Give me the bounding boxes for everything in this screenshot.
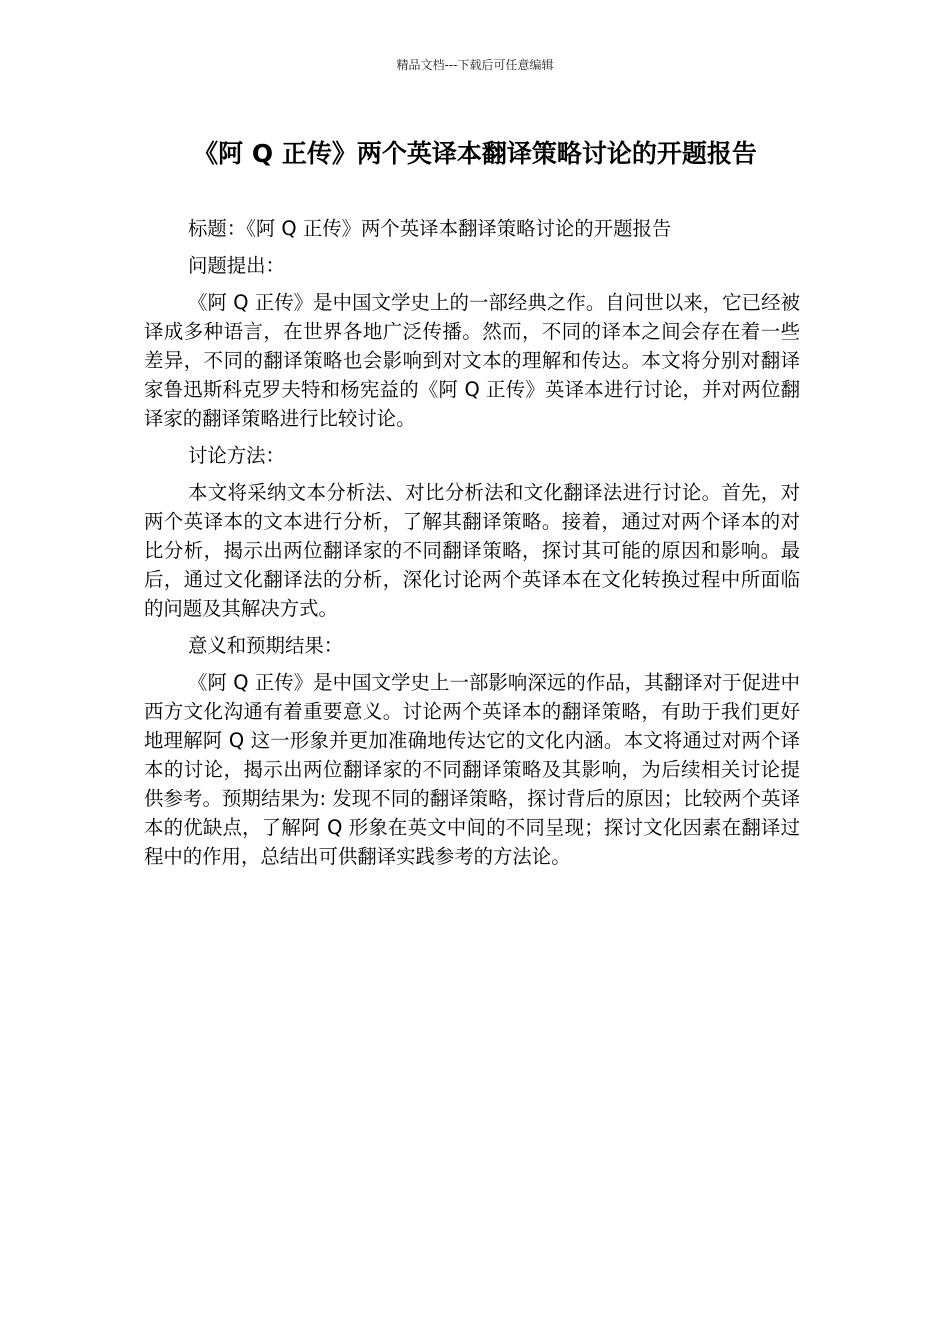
method-paragraph: 本文将采纳文本分析法、对比分析法和文化翻译法进行讨论。首先，对两个英译本的文本进行分析，了解其翻译策略。接着，通过对两个译本的对比分析，揭示出两位翻译家的不同翻译策略，探讨其可能的原因和影响。最后，通过文化翻译法的分析，深化讨论两个英译本在文化转换过程中所面临的问题及其解决方式。: [144, 481, 800, 620]
problem-paragraph: 《阿 Q 正传》是中国文学史上的一部经典之作。自问世以来，它已经被译成多种语言，在世界各地广泛传播。然而，不同的译本之间会存在着一些差异，不同的翻译策略也会影响到对文本的理解和传达。本文将分别对翻译家鲁迅斯科克罗夫特和杨宪益的《阿 Q 正传》英译本进行讨论，并对两位翻译家的翻译策略进行比较讨论。: [144, 291, 800, 430]
significance-heading: 意义和预期结果：: [188, 634, 344, 657]
problem-heading: 问题提出：: [188, 254, 285, 277]
document-title: 《阿 Q 正传》两个英译本翻译策略讨论的开题报告: [193, 139, 757, 168]
method-heading: 讨论方法：: [188, 444, 285, 467]
document-body: [144, 214, 800, 879]
significance-paragraph: 《阿 Q 正传》是中国文学史上一部影响深远的作品，其翻译对于促进中西方文化沟通有着重要意义。讨论两个英译本的翻译策略，有助于我们更好地理解阿 Q 这一形象并更加准确地传达它的文化内涵。本文将通过对两个译本的讨论，揭示出两位翻译家的不同翻译策略及其影响，为后续相关讨论提供参考。预期结果为: 发现不同的翻译策略，探讨背后的原因；比较两个英译本的优缺点，了解阿 Q 形象在英文中间的不同呈现；探讨文化因素在翻译过程中的作用，总结出可供翻译实践参考的方法论。: [144, 671, 800, 868]
subject-line: 标题：《阿 Q 正传》两个英译本翻译策略讨论的开题报告: [188, 217, 672, 240]
page-header-note: 精品文档---下载后可任意编辑: [396, 58, 554, 72]
